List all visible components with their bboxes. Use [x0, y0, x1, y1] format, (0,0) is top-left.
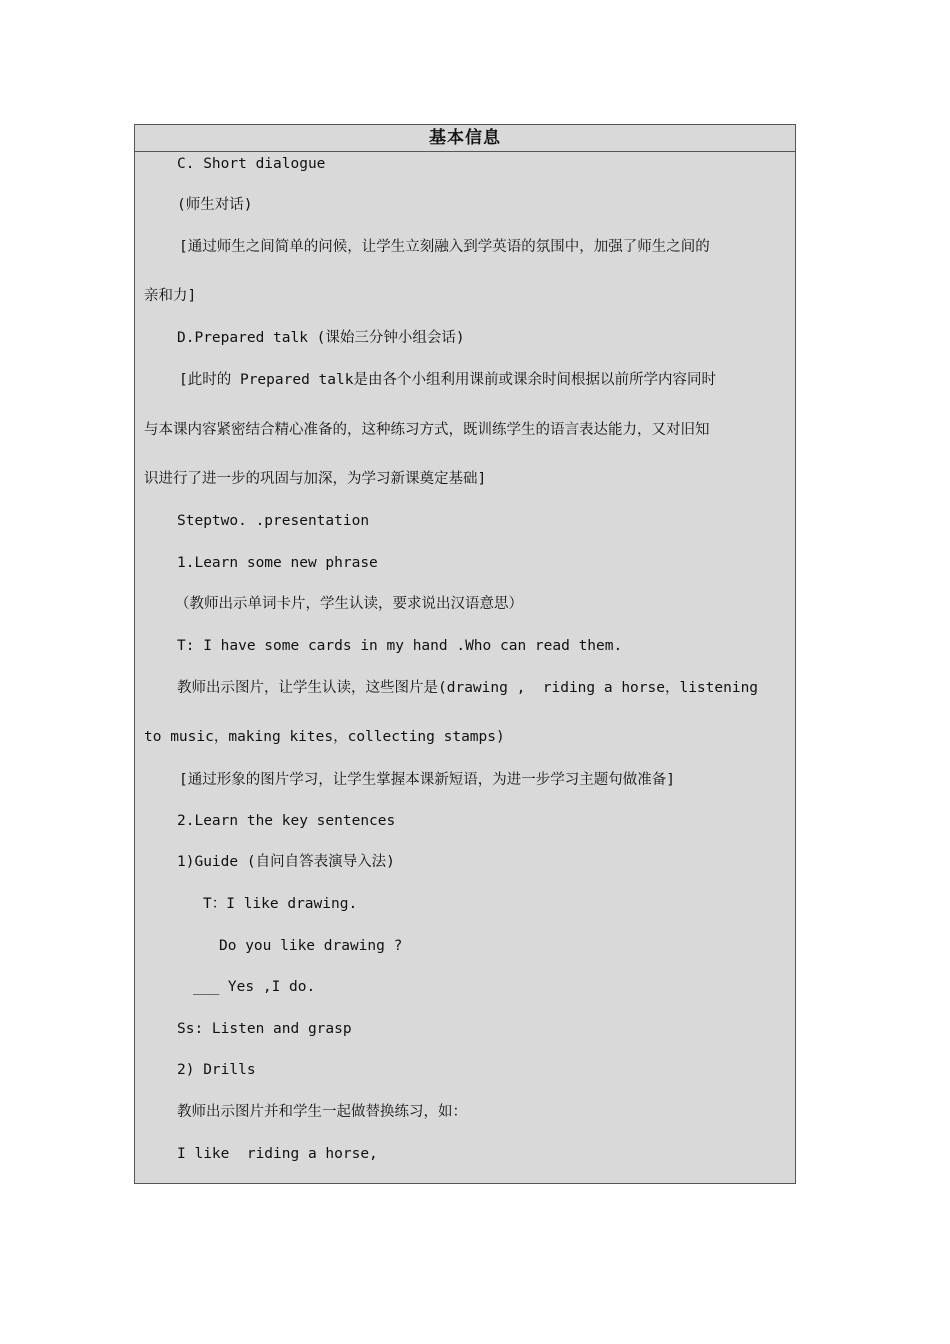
text-line: T：I like drawing. — [203, 896, 358, 912]
text-line: D.Prepared talk (课始三分钟小组会话) — [177, 330, 465, 346]
text-line: Do you like drawing ? — [219, 938, 403, 954]
text-line: 2.Learn the key sentences — [177, 813, 396, 829]
text-line: 1.Learn some new phrase — [177, 555, 378, 571]
text-line: 1)Guide (自问自答表演导入法) — [177, 854, 395, 870]
table-header: 基本信息 — [135, 125, 795, 152]
text-line: [通过形象的图片学习，让学生掌握本课新短语，为进一步学习主题句做准备] — [179, 772, 675, 788]
text-line: T: I have some cards in my hand .Who can read them. — [177, 638, 623, 654]
text-line: （教师出示单词卡片，学生认读，要求说出汉语意思） — [175, 596, 523, 612]
text-line: I like riding a horse, — [177, 1146, 378, 1162]
text-line: Ss: Listen and grasp — [177, 1021, 352, 1037]
text-line: 教师出示图片，让学生认读，这些图片是(drawing , riding a horse，listening — [177, 680, 759, 696]
text-line: 识进行了进一步的巩固与加深，为学习新课奠定基础] — [144, 471, 487, 487]
text-line: Steptwo. .presentation — [177, 513, 370, 529]
text-line: [通过师生之间简单的问候，让学生立刻融入到学英语的氛围中，加强了师生之间的 — [179, 239, 710, 255]
text-line: 2) Drills — [177, 1062, 256, 1078]
text-line: C. Short dialogue — [177, 156, 326, 172]
text-line: 与本课内容紧密结合精心准备的，这种练习方式，既训练学生的语言表达能力，又对旧知 — [144, 422, 710, 438]
text-line: 亲和力] — [144, 288, 197, 304]
basic-info-table — [134, 124, 796, 1184]
text-line: (师生对话) — [177, 197, 253, 213]
text-line: to music，making kites，collecting stamps) — [144, 729, 505, 745]
text-line: ___ Yes ,I do. — [193, 979, 316, 995]
text-line: 教师出示图片并和学生一起做替换练习，如： — [177, 1104, 467, 1120]
text-line: [此时的 Prepared talk是由各个小组利用课前或课余时间根据以前所学内容同时 — [179, 372, 716, 388]
